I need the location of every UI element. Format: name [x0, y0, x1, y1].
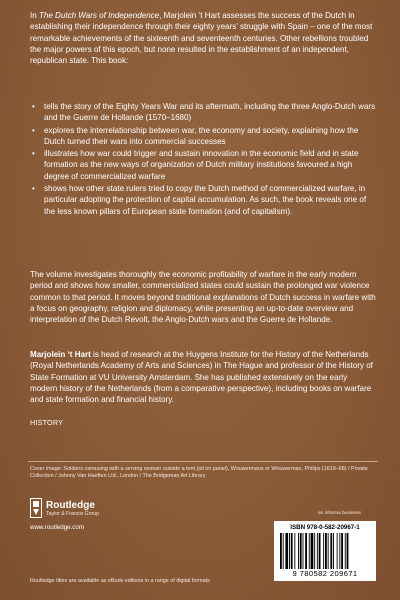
- routledge-logo-icon: [30, 498, 42, 518]
- barcode-bar: [319, 533, 321, 569]
- bullet-list: [30, 101, 376, 218]
- author-bio-text: is head of research at the Huygens Institute for the History of the Netherlands (Royal Netherlands Academy of Arts and Sciences) in The Hague and professor of the History of State Formation at VU University Amsterdam. She has published extensively on the early modern history of the Netherlands (from a comparative perspective), including books on warfare and state formation and financial history.: [30, 350, 373, 405]
- bullet-icon: •: [32, 184, 35, 194]
- publisher-website[interactable]: www.routledge.com: [30, 524, 84, 531]
- barcode-bar: [314, 533, 315, 569]
- barcode-bar: [345, 533, 346, 569]
- ebook-note: Routledge titles are available as eBook editions in a range of digital formats: [30, 578, 210, 584]
- intro-paragraph: [30, 10, 376, 66]
- isbn-label: ISBN 978-0-582-20967-1: [290, 524, 360, 531]
- barcode-bar: [347, 533, 349, 569]
- barcode-bar: [283, 533, 284, 569]
- barcode-bar: [339, 533, 340, 569]
- barcode-bar: [311, 533, 314, 569]
- barcode-bar: [341, 533, 343, 569]
- description-paragraph: The volume investigates thoroughly the economic profitability of warfare in the early modern period and shows how smaller, commercialized states could sustain the prolonged war violence common to that period. It moves beyond traditional explanations of Dutch success in warfare with a focus on geography, religion and diplomacy, while presenting an up-to-date overview and interpretation of the Dutch Revolt, the Anglo-Dutch wars and the Guerre de Hollande.: [30, 270, 376, 325]
- barcode-bar: [325, 533, 327, 569]
- author-name: Marjolein ‘t Hart: [30, 350, 91, 359]
- barcode-bar: [294, 533, 295, 569]
- publisher-name: Routledge: [46, 500, 95, 511]
- bullet-item: [30, 183, 376, 217]
- publisher-group: Taylor & Francis Group: [46, 511, 100, 517]
- barcode-bar: [285, 533, 288, 569]
- barcode-bar: [330, 533, 332, 569]
- barcode-bar: [333, 533, 334, 569]
- barcode-bar: [289, 533, 290, 569]
- author-bio: [30, 349, 376, 405]
- barcode-bar: [309, 533, 310, 569]
- bullet-item: [30, 148, 376, 182]
- bullet-icon: •: [32, 102, 35, 111]
- bullet-text: illustrates how war could trigger and sustain innovation in the economic field and in state formation as the new ways of organization of Dutch military institutions favoured a high degree of commercialized warfare: [44, 149, 359, 181]
- barcode-bar: [300, 533, 302, 569]
- barcode-bar: [323, 533, 324, 569]
- intro-text: , Marjolein ‘t Hart assesses the success of the Dutch in establishing their independence through their eighty years’ struggle with Spain – one of the most remarkable achievements of the sixteenth and seventeenth centuries. Other rebellions troubled the major powers of this epoch, but none resulted in the establishment of an independent, republican state. This book:: [30, 11, 373, 66]
- intro-lead: In: [30, 11, 39, 20]
- barcode-bar: [305, 533, 307, 569]
- barcode-bar: [298, 533, 299, 569]
- barcode-bar: [291, 533, 293, 569]
- barcode-bar: [303, 533, 304, 569]
- book-title: The Dutch Wars of Independence: [38, 11, 160, 20]
- barcode-bar: [337, 533, 338, 569]
- divider: [28, 461, 378, 462]
- bullet-icon: •: [32, 149, 35, 159]
- barcode: [274, 521, 376, 581]
- bullet-item: [30, 101, 376, 124]
- barcode-bar: [328, 533, 329, 569]
- parent-company: an informa business: [318, 511, 361, 516]
- cover-credit: Cover image: Soldiers carousing with a serving woman outside a tent (oil on panel), Wouwermans or Wouwerman, Philips (1619–68) / Private Collection / Johnny Van Haeften Ltd., London / The Bridgeman Art Library: [30, 466, 368, 480]
- barcode-digits: 9 780582 209671: [292, 569, 358, 578]
- barcode-bar: [280, 533, 282, 569]
- bullet-text: explores the interrelationship between war, the economy and society, explaining how the Dutch turned their wars into commercial successes: [44, 125, 359, 146]
- category-label: HISTORY: [30, 418, 64, 427]
- barcode-bars-icon: [280, 533, 370, 569]
- bullet-icon: •: [32, 125, 35, 135]
- bullet-text: tells the story of the Eighty Years War and its aftermath, including the three Anglo-Dutch wars and the Guerre de Hollande (1570–1680): [44, 102, 376, 123]
- bullet-item: [30, 125, 376, 148]
- bullet-text: shows how other state rulers tried to copy the Dutch method of commercialized warfare, in particular adopting the protection of capital accumulation. As such, the book reveals one of the less known pillars of European state formation (and of capitalism).: [44, 184, 367, 216]
- barcode-bar: [317, 533, 318, 569]
